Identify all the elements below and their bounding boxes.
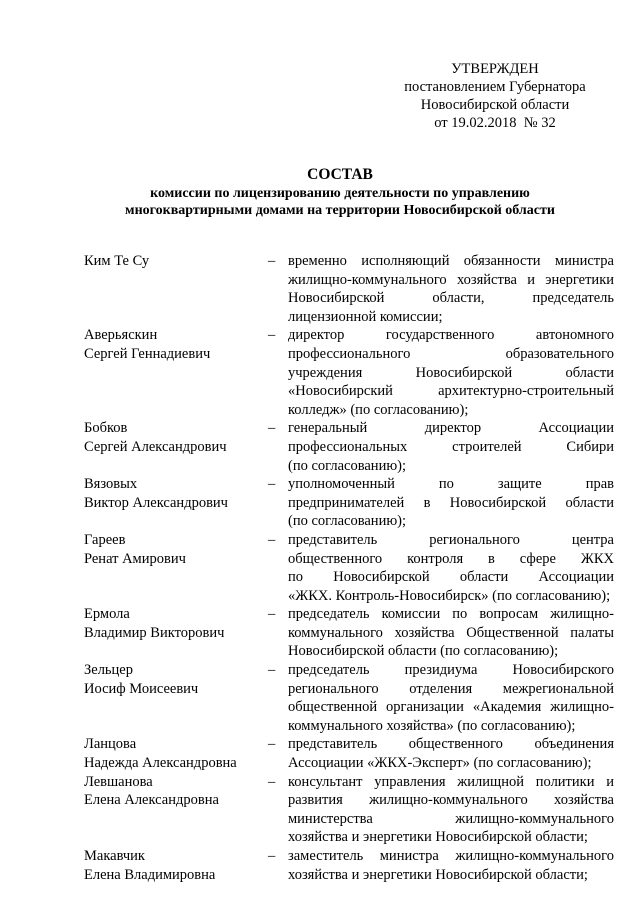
member-row (84, 847, 614, 884)
title-heading: СОСТАВ (307, 166, 373, 183)
member-name-line (84, 271, 268, 290)
member-name (84, 773, 268, 847)
member-name-line: Сергей Геннадиевич (84, 345, 211, 362)
member-name-line: Бобков (84, 420, 128, 437)
member-role-line: председатель президиума Новосибирского (288, 662, 614, 679)
member-role-line: общественного контроля в сфере ЖКХ (288, 550, 614, 567)
member-name (84, 661, 268, 735)
member-role-line: временно исполняющий обязанности министра (288, 253, 614, 269)
approval-line: постановлением Губернатора (404, 79, 586, 95)
document-title (60, 165, 620, 219)
member-role-line: лицензионной комиссии; (288, 308, 443, 325)
member-name-line: Аверьяскин (84, 327, 158, 344)
member-role-line: министерства жилищно-коммунального (288, 810, 614, 827)
member-role (288, 847, 614, 884)
member-role-line: уполномоченный по защите прав (288, 476, 614, 493)
member-name (84, 475, 268, 531)
dash-separator: – (268, 848, 276, 864)
member-role-line: заместитель министра жилищно-коммунального (288, 848, 614, 864)
member-name (84, 252, 268, 326)
member-role-line: профессиональных строителей Сибири (288, 438, 614, 455)
member-name-line: Ланцова (84, 736, 137, 753)
member-role-line: общественной организации «Академия жилищно- (288, 699, 614, 716)
member-row (84, 605, 614, 661)
member-role (288, 531, 614, 605)
member-role-line: «ЖКХ. Контроль-Новосибирск» (по согласованию); (288, 587, 611, 604)
member-role-line: жилищно-коммунального хозяйства и энергетики (288, 271, 614, 288)
dash-separator: – (268, 327, 276, 344)
member-role-line: консультант управления жилищной политики и (288, 773, 614, 790)
member-name-line: Вязовых (84, 476, 138, 493)
member-name-line: Ким Те Су (84, 253, 150, 269)
member-name (84, 847, 268, 884)
member-role-line: хозяйства и энергетики Новосибирской области; (288, 829, 588, 846)
member-row (84, 419, 614, 475)
member-name (84, 605, 268, 661)
member-role (288, 773, 614, 847)
title-subline: многоквартирными домами на территории Новосибирской области (125, 203, 555, 218)
member-name-line: Левшанова (84, 773, 153, 790)
member-name (84, 531, 268, 605)
dash-separator: – (268, 476, 276, 493)
member-role-line: (по согласованию); (288, 513, 407, 530)
approval-line: Новосибирской области (420, 97, 570, 113)
member-role-line: колледж» (по согласованию); (288, 401, 469, 418)
member-role-line: председатель комиссии по вопросам жилищно- (288, 606, 614, 623)
member-name-line: Ермола (84, 606, 130, 623)
member-role-line: представитель общественного объединения (288, 736, 614, 753)
member-role-line: регионального отделения межрегиональной (288, 680, 614, 697)
dash-separator: – (268, 773, 276, 790)
member-row (84, 735, 614, 772)
member-name-line: Гареев (84, 531, 126, 548)
member-row (84, 773, 614, 847)
member-row (84, 326, 614, 419)
members-list (84, 252, 614, 884)
member-name (84, 735, 268, 772)
member-role-line: предпринимателей в Новосибирской области (288, 494, 614, 511)
dash-separator: – (268, 606, 276, 623)
member-name-line: Надежда Александровна (84, 755, 237, 772)
member-name-line: Елена Владимировна (84, 866, 216, 883)
dash-separator: – (268, 531, 276, 548)
member-row (84, 475, 614, 531)
member-role-line: (по согласованию); (288, 457, 407, 474)
member-role-line: по Новосибирской области Ассоциации (288, 569, 614, 586)
member-role (288, 419, 614, 475)
member-role-line: развития жилищно-коммунального хозяйства (288, 792, 614, 809)
member-name-line: Владимир Викторович (84, 624, 225, 641)
member-row (84, 531, 614, 605)
member-role (288, 252, 614, 326)
member-name-line: Ренат Амирович (84, 550, 186, 567)
dash-separator: – (268, 736, 276, 753)
member-role-line: генеральный директор Ассоциации (288, 420, 614, 437)
member-name-line: Сергей Александрович (84, 438, 227, 455)
approval-heading: УТВЕРЖДЕН (451, 61, 539, 77)
member-row (84, 252, 614, 326)
member-role-line: директор государственного автономного (288, 327, 614, 344)
member-role (288, 735, 614, 772)
member-role-line: Ассоциации «ЖКХ-Эксперт» (по согласованию); (288, 755, 592, 772)
member-role-line: хозяйства и энергетики Новосибирской области; (288, 866, 588, 883)
member-role (288, 326, 614, 419)
member-name (84, 419, 268, 475)
member-role-line: представитель регионального центра (288, 531, 614, 548)
member-role (288, 605, 614, 661)
approval-stamp (390, 60, 600, 132)
member-name-line: Иосиф Моисеевич (84, 680, 199, 697)
title-subline: комиссии по лицензированию деятельности по управлению (150, 186, 530, 201)
member-role (288, 475, 614, 531)
member-role-line: профессионального образовательного (288, 345, 614, 362)
member-name-line: Елена Александровна (84, 792, 219, 809)
member-name-line: Макавчик (84, 848, 145, 864)
dash-separator: – (268, 253, 276, 269)
member-role-line: Новосибирской области, председатель (288, 290, 614, 307)
member-name-line: Зельцер (84, 662, 133, 679)
member-role-line: коммунального хозяйства» (по согласованию); (288, 717, 576, 734)
member-role-line: коммунального хозяйства Общественной палаты (288, 624, 614, 641)
member-name-line: Виктор Александрович (84, 494, 228, 511)
approval-date: от 19.02.2018 № 32 (434, 115, 556, 131)
member-role-line: «Новосибирский архитектурно-строительный (288, 383, 614, 400)
member-name (84, 326, 268, 419)
member-role (288, 661, 614, 735)
member-role-line: учреждения Новосибирской области (288, 364, 614, 381)
dash-separator: – (268, 662, 276, 679)
member-role-line: Новосибирской области (по согласованию); (288, 643, 559, 660)
member-row (84, 661, 614, 735)
dash-separator: – (268, 420, 276, 437)
